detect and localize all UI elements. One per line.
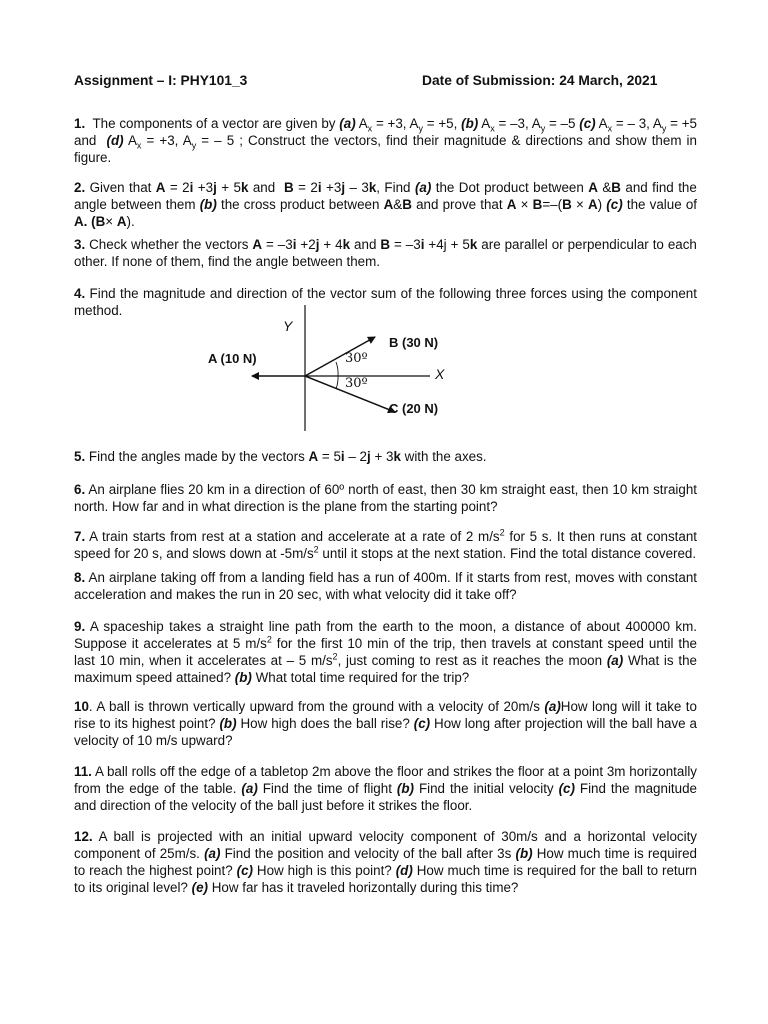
q10-part-a: (a) [544,699,561,714]
q3-text: = –3 [266,237,293,252]
vec-b: B [562,197,572,212]
q5-number: 5. [74,449,86,464]
unit-k: k [342,237,351,252]
q11-part-a: (a) [241,781,258,796]
x-axis-label: X [435,366,445,382]
q12-text: How high is this point? [256,863,392,878]
vector-a-label: A (10 N) [208,351,257,366]
unit-i: i [420,237,425,252]
unit-j: j [315,237,320,252]
vector-c-label: C (20 N) [389,401,439,416]
unit-i: i [340,449,345,464]
q12-part-b: (b) [515,846,533,861]
angle-arc-top [336,362,338,376]
q2-text: × [520,197,529,212]
question-1 [74,115,697,166]
q4-text: Find the magnitude and direction of the vector sum of the following three forces using the component method. [74,286,697,318]
submission-date: Date of Submission: 24 March, 2021 [422,73,658,88]
q12-text: How far has it traveled horizontally during this time? [211,880,519,895]
q10-text: How high does the ball rise? [240,716,410,731]
q11-part-b: (b) [396,781,414,796]
q12-part-a: (a) [204,846,221,861]
q4-number: 4. [74,286,86,301]
q2-text: = 2 [298,180,318,195]
q2-text: and [252,180,276,195]
q5-text: Find the angles made by the vectors [88,449,305,464]
q7-sup: 2 [313,544,319,555]
q12-text: Find the position and velocity of the ball after 3s [224,846,512,861]
q11-number: 11. [74,764,92,779]
unit-j: j [213,180,217,195]
unit-j: j [341,180,346,195]
q1-sym: A [652,116,662,131]
q1-part-a: (a) [339,116,356,131]
q1-sym: A [127,133,137,148]
q7-sup: 2 [499,527,505,538]
vec-b: B [402,197,412,212]
vec-a: A [252,237,263,252]
q12-text: How much time is required to reach the highest point? [74,846,697,878]
q9-part-a: (a) [606,653,624,668]
question-9 [74,618,697,686]
vector-b-label: B (30 N) [389,335,439,350]
vec-b: B [284,180,294,195]
q1-intro: The components of a vector are given by [92,116,336,131]
q9-text: for the first 10 min of the trip, then travels at constant speed until the last 10 min, when it accelerates at – 5 m/s [74,636,697,668]
q1-text: = –3, A [498,116,541,131]
q3-text: +2 [300,237,316,252]
q1-text: = +3, A [375,116,419,131]
vec-b: B [532,197,543,212]
q11-text: Find the initial velocity [418,781,554,796]
q1-sym: A [358,116,368,131]
vec-a: A [588,180,598,195]
q3-number: 3. [74,237,86,252]
question-5 [74,448,697,465]
q12-part-e: (e) [191,880,208,895]
q1-text: = – 3, [615,116,650,131]
q2-text: + 5 [221,180,241,195]
q10-text: . A ball is thrown vertically upward from the ground with a velocity of 20m/s [88,699,540,714]
q1-sub: x [367,123,373,134]
q2-text: . ( [83,214,96,229]
q2-text: , Find [376,180,411,195]
q1-sym: A [598,116,608,131]
q2-text: & [393,197,403,212]
unit-k: k [469,237,478,252]
unit-k: k [393,449,401,464]
unit-i: i [317,180,322,195]
q2-text: & [602,180,612,195]
q7-number: 7. [74,529,86,544]
angle-arc-bottom [336,376,338,389]
q2-text: the value of [626,197,697,212]
unit-j: j [367,449,371,464]
q2-part-c: (c) [606,197,623,212]
q2-part-b: (b) [199,197,217,212]
q2-text: +3 [326,180,342,195]
q6-number: 6. [74,482,86,497]
q1-text: = +5, [426,116,458,131]
q2-text: the Dot product between [435,180,584,195]
q9-part-b: (b) [234,670,252,685]
q2-text: =–( [542,197,563,212]
q10-text: How long after projection will the ball have a velocity of 10 m/s upward? [74,716,697,748]
q2-text: = 2 [169,180,190,195]
q1-sub: x [490,123,495,134]
q9-text: A spaceship takes a straight line path from the earth to the moon, a distance of about 400000 km. Suppose it accelerates at 5 m/s [74,619,697,651]
q2-part-a: (a) [414,180,432,195]
q8-text: An airplane taking off from a landing field has a run of 400m. If it starts from rest, moves with constant acceleration and makes the run in 20 sec, with what velocity did it take off? [74,570,698,602]
q1-sub: y [661,123,667,134]
question-11 [74,763,697,814]
q3-text: +4 [428,237,444,252]
angle-label-top: 30º [345,351,368,366]
question-12 [74,828,697,896]
question-2 [74,179,697,230]
q2-text: × [575,197,584,212]
q3-text: are parallel or perpendicular to each other. If none of them, find the angle between them. [74,237,697,269]
q5-text: – 2 [348,449,367,464]
q12-part-d: (d) [395,863,413,878]
q10-text: How long will it take to rise to its highest point? [74,699,697,731]
q2-text: × [105,214,114,229]
q12-text: How much time is required for the ball to return to its original level? [74,863,697,895]
q8-number: 8. [74,570,86,585]
q9-text: What is the maximum speed attained? [74,653,697,685]
question-10 [74,698,697,749]
q1-sub: y [418,123,423,134]
q5-text: = 5 [321,449,341,464]
q2-text: ) [597,197,603,212]
question-7 [74,528,697,562]
q12-text: A ball is projected with an initial upward velocity component of 30m/s and a horizontal velocity component of 25m/s. [74,829,698,861]
vec-a: A [506,197,517,212]
q7-text: A train starts from rest at a station and accelerate at a rate of 2 m/s [89,529,500,544]
q10-part-c: (c) [413,716,431,731]
question-3 [74,236,697,270]
unit-k: k [368,180,377,195]
q7-text: until it stops at the next station. Find the total distance covered. [322,546,697,561]
force-diagram [195,305,485,435]
q9-sup: 2 [332,651,338,662]
q11-text: Find the time of flight [262,781,392,796]
q11-text: Find the magnitude and direction of the velocity of the ball just before it strikes the floor. [74,781,697,813]
q2-text: – 3 [349,180,369,195]
q1-sym: A [481,116,491,131]
q1-part-c: (c) [579,116,596,131]
q1-text: = –5 [548,116,576,131]
unit-j: j [443,237,447,252]
vec-a: A [155,180,166,195]
angle-label-bottom: 30º [345,376,368,391]
vec-a: A [308,449,319,464]
q10-number: 10 [74,699,89,714]
vec-b: B [380,237,391,252]
q3-text: Check whether the vectors [89,237,249,252]
q2-text: +3 [197,180,214,195]
q11-text: A ball rolls off the edge of a tabletop 2m above the floor and strikes the floor at a point 3m horizontally from the edge of the table. [74,764,697,796]
q1-part-d: (d) [106,133,124,148]
q10-part-b: (b) [219,716,237,731]
q5-text: + 3 [374,449,394,464]
q2-text: and find the angle between them [74,180,697,212]
q2-text: Given that [89,180,152,195]
q3-text: and [354,237,377,252]
assignment-title: Assignment – I: PHY101_3 [74,73,248,88]
q1-text: = +3, A [146,133,192,148]
q3-text: + 5 [450,237,470,252]
q6-text: An airplane flies 20 km in a direction of 60º north of east, then 30 km straight east, then 10 km straight north. How far and in what direction is the plane from the starting point? [74,482,697,514]
vec-a: A [116,214,127,229]
q2-text: ). [126,214,135,229]
q11-part-c: (c) [558,781,575,796]
q12-number: 12. [74,829,93,844]
q1-sub: x [136,140,142,151]
q1-sub: x [607,123,613,134]
q9-text: What total time required for the trip? [255,670,470,685]
y-axis-label: Y [283,318,293,334]
unit-i: i [292,237,297,252]
q3-text: = –3 [394,237,421,252]
q1-text: = – 5 ; Construct the vectors, find their magnitude & directions and show them in figure. [74,133,697,165]
q3-text: + 4 [323,237,343,252]
q1-sub: y [540,123,546,134]
vec-a: A [383,197,394,212]
q5-text: with the axes. [404,449,487,464]
q1-sub: y [191,140,197,151]
vec-b: B [95,214,106,229]
vec-a: A [74,214,84,229]
q1-part-b: (b) [461,116,479,131]
q1-text: = +5 and [74,116,698,148]
q1-number: 1. [74,116,86,131]
q7-text: for 5 s. It then runs at constant speed for 20 s, and slows down at -5m/s [74,529,698,561]
q9-text: , just coming to rest as it reaches the moon [337,653,603,668]
unit-i: i [189,180,194,195]
q2-number: 2. [74,180,86,195]
vec-a: A [587,197,598,212]
vec-b: B [611,180,621,195]
page-header [74,73,694,88]
q2-text: and prove that [416,197,503,212]
q9-number: 9. [74,619,86,634]
q2-text: the cross product between [221,197,380,212]
question-6 [74,481,697,515]
q9-sup: 2 [266,634,272,645]
unit-k: k [240,180,249,195]
q12-part-c: (c) [236,863,253,878]
question-8 [74,569,697,603]
